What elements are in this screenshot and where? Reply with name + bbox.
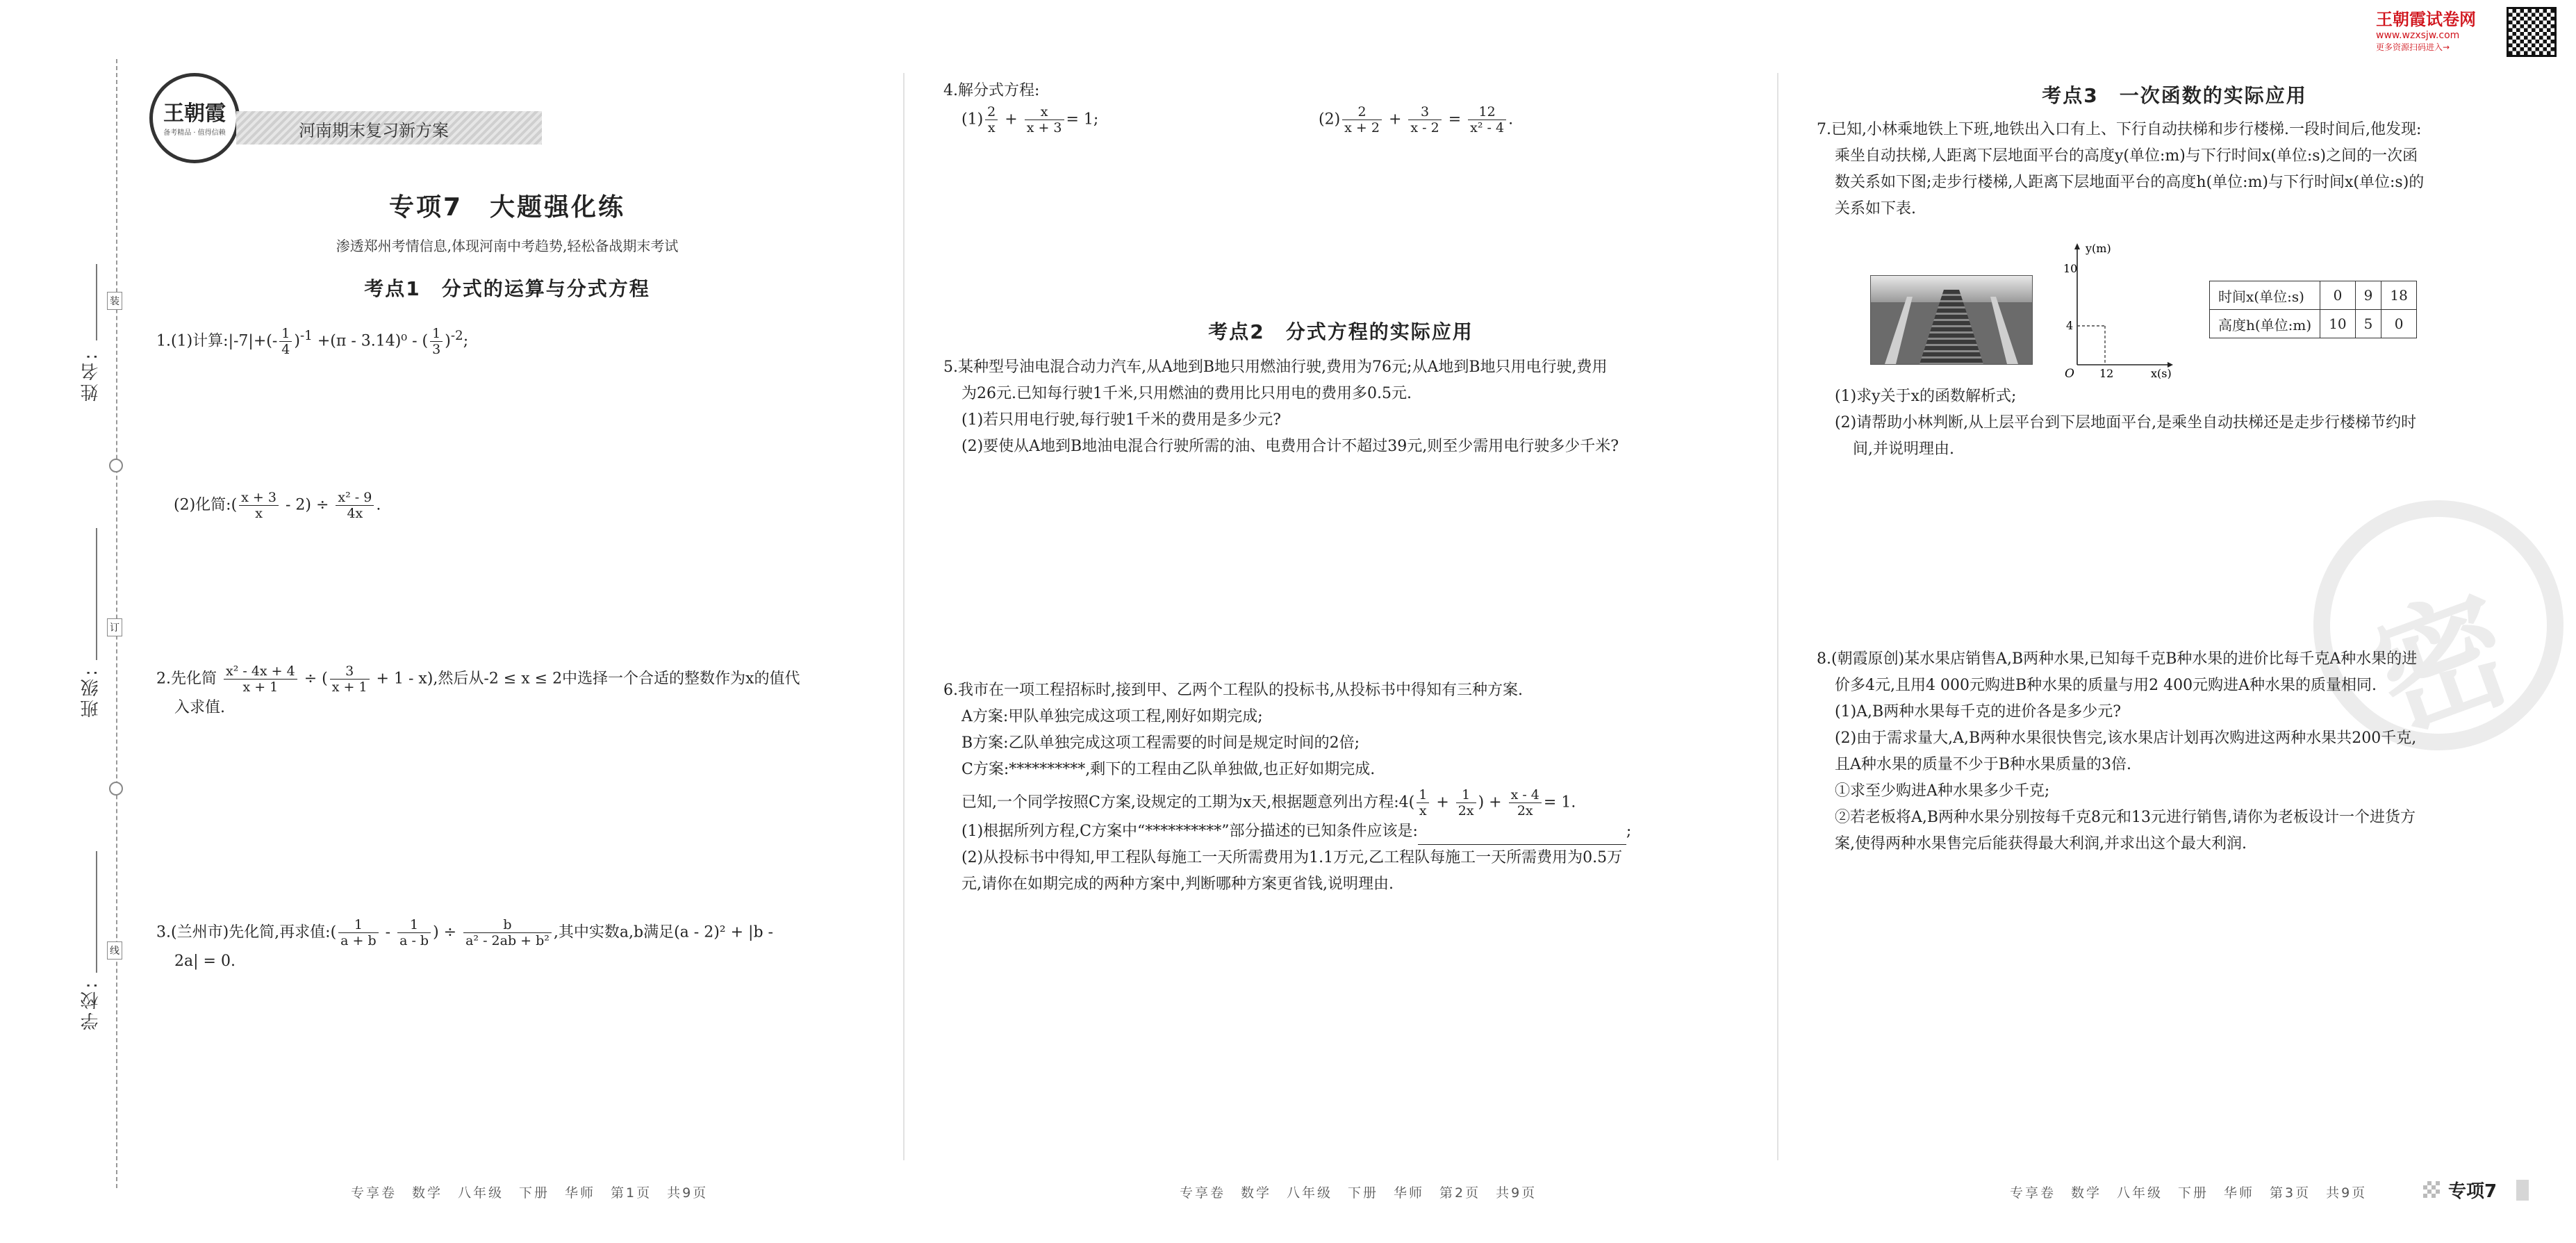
binding-mark-1: 装	[107, 292, 122, 310]
q6-p2a: (2)从投标书中得知,甲工程队每施工一天所需费用为1.1万元,乙工程队每施工一天所需费用为0.5万	[961, 849, 1623, 866]
y-tick-label-10: 10	[2063, 262, 2078, 275]
footer-page-1: 专享卷 数学 八年级 下册 华师 第1页 共9页	[351, 1185, 709, 1201]
binding-hole-2	[109, 782, 123, 796]
q7-p2a: (2)请帮助小林判断,从上层平台到下层地面平台,是乘坐自动扶梯还是走步行楼梯节约时	[1835, 414, 2417, 431]
question-4: 4.解分式方程: (1) $\frac{2}{x}$ + $\frac{x}{x + 3}$ = 1; (2) $\frac{2}{x + 2}$ + $\frac{3}{x - 2}$ = $\frac{12}{\text{x² - 4}}$ .	[943, 78, 1742, 135]
y-axis-label: y(m)	[2086, 242, 2111, 255]
function-graph	[2049, 240, 2174, 379]
class-label: 班级:	[81, 667, 101, 718]
corner-pattern-icon	[2423, 1181, 2440, 1198]
q6-line: 6.我市在一项工程招标时,接到甲、乙两个工程队的投标书,从投标书中得知有三种方案.	[943, 682, 1523, 699]
brand-logo	[149, 73, 240, 163]
q6-line: B方案:乙队单独完成这项工程需要的时间是规定时间的2倍;	[961, 734, 1360, 752]
q1b-pre: (2)化简:	[174, 496, 231, 514]
fraction: $\frac{3}{x + 1}$	[330, 664, 370, 695]
fraction: $\frac{1}{x}$	[1417, 787, 1429, 818]
question-3: 3.(兰州市)先化简,再求值:( $\frac{1}{a + b}$ - $\frac{1}{a - b}$ ) ÷ $\frac{b}{\text{a² - 2ab + b²}}$ ,其中实数a,b满足(a - 2)² + |b - 2a| = 0.	[156, 917, 879, 975]
question-7	[1817, 117, 2539, 222]
school-label: 学校:	[81, 980, 101, 1030]
binding-hole-1	[109, 459, 123, 472]
question-8	[1817, 646, 2539, 857]
fraction: $\frac{1}{2x}$	[1456, 787, 1476, 818]
fraction: $\frac{x - 4}{2x}$	[1509, 787, 1542, 818]
q7-line: 7.已知,小林乘地铁上下班,地铁出入口有上、下行自动扶梯和步行楼梯.一段时间后,他发现:	[1817, 121, 2422, 138]
q2-mid: ÷	[304, 670, 317, 688]
fraction: $\frac{b}{\text{a² - 2ab + b²}}$	[463, 917, 552, 948]
corner-bar	[2516, 1180, 2529, 1201]
q2-post: 1 - x),然后从-2 ≤ x ≤ 2中选择一个合适的整数作为x的值代	[393, 670, 800, 688]
q3-post: ,其中实数a,b满足(a - 2)² + |b -	[553, 923, 773, 941]
fraction: $\frac{1}{a - b}$	[397, 917, 431, 948]
q4b-end: .	[1508, 110, 1514, 129]
q6-line: C方案:**********,剩下的工程由乙队单独做,也正好如期完成.	[961, 761, 1376, 778]
program-name: 河南期末复习新方案	[299, 121, 449, 140]
q7-line: 关系如下表.	[1835, 200, 1916, 217]
school-write-line	[96, 851, 97, 973]
table-cell: 10	[2320, 310, 2355, 338]
name-label: 姓名:	[81, 351, 101, 402]
q8-line: ②若老板将A,B两种水果分别按每千克8元和13元进行销售,请你为老板设计一个进货方	[1835, 809, 2416, 826]
fraction: $\frac{12}{\text{x² - 4}}$	[1468, 104, 1506, 135]
table-row	[2210, 310, 2417, 338]
section-1-title: 考点1 分式的运算与分式方程	[364, 277, 650, 300]
q8-line: ①求至少购进A种水果多少千克;	[1835, 782, 2050, 800]
q8-line: 8.(朝霞原创)某水果店销售A,B两种水果,已知每千克B种水果的进价比每千克A种水果的进	[1817, 650, 2418, 668]
binding-mark-2: 订	[107, 618, 122, 636]
question-7-parts	[1835, 384, 2543, 463]
q4a-pre: (1)	[961, 110, 984, 129]
x-tick-label-12: 12	[2099, 367, 2114, 379]
q3-line2: 2a| = 0.	[174, 953, 236, 970]
fraction: $\frac{3}{x - 2}$	[1408, 104, 1441, 135]
answer-blank[interactable]	[1418, 828, 1626, 845]
name-write-line	[96, 264, 97, 340]
q1b-mid: ÷	[315, 496, 329, 514]
site-banner	[2376, 6, 2476, 53]
site-url: www.wzxsjw.com	[2376, 30, 2460, 41]
q1a-mid: +(π - 3.14)⁰ -	[317, 332, 418, 350]
footer-page-3: 专享卷 数学 八年级 下册 华师 第3页 共9页	[2010, 1185, 2368, 1201]
q2-line2: 入求值.	[174, 699, 225, 716]
table-cell: 高度h(单位:m)	[2210, 310, 2320, 338]
q8-line: 案,使得两种水果售完后能获得最大利润,并求出这个最大利润.	[1835, 835, 2247, 853]
q3-mid: ÷	[443, 923, 457, 941]
fraction: $\frac{x}{x + 3}$	[1025, 104, 1064, 135]
page-title: 专项7 大题强化练	[388, 193, 626, 222]
q7-line: 乘坐自动扶梯,人距离下层地面平台的高度y(单位:m)与下行时间x(单位:s)之间的一次函	[1835, 147, 2418, 165]
q2-pre: 2.先化简	[156, 670, 217, 688]
escalator-photo	[1870, 275, 2033, 365]
table-cell: 18	[2381, 281, 2416, 310]
question-1a: 1.(1)计算:|-7|+(- $\frac{1}{4}$ )$^{-1}$ +(π - 3.14)⁰ - ( $\frac{1}{3}$ )$^{-2}$;	[156, 325, 469, 357]
q5-line: 为26元.已知每行驶1千米,只用燃油的费用比只用电的费用多0.5元.	[961, 385, 1412, 402]
q5-line: (2)要使从A地到B地油电混合行驶所需的油、电费用合计不超过39元,则至少需用电行驶多少千米?	[961, 438, 1619, 455]
question-5	[943, 354, 1749, 460]
q7-p2b: 间,并说明理由.	[1853, 441, 1954, 458]
y-axis-arrow	[2074, 243, 2080, 249]
q1a-end: ;	[463, 332, 469, 350]
table-cell: 9	[2355, 281, 2381, 310]
fraction: $\frac{\text{x² - 9}}{4x}$	[336, 490, 374, 521]
q8-line: 且A种水果的质量不少于B种水果质量的3倍.	[1835, 756, 2132, 773]
q1b-end: .	[376, 496, 381, 514]
q5-line: (1)若只用电行驶,每行驶1千米的费用是多少元?	[961, 411, 1281, 429]
brand-name: 王朝霞	[163, 101, 226, 126]
section-3-title: 考点3 一次函数的实际应用	[2042, 84, 2307, 107]
q7-line: 数关系如下图;走步行楼梯,人距离下层地面平台的高度h(单位:m)与下行时间x(单位:s)的	[1835, 174, 2425, 191]
q4b-pre: (2)	[1319, 110, 1341, 129]
fraction: $\frac{1}{4}$	[279, 326, 292, 357]
fraction: $\frac{\text{x² - 4x + 4}}{x + 1}$	[224, 664, 297, 695]
q6-p1-end: ;	[1626, 823, 1632, 840]
table-cell: 0	[2381, 310, 2416, 338]
fraction: $\frac{2}{x + 2}$	[1342, 104, 1382, 135]
brand-sub: 备考精品 · 值得信赖	[163, 129, 226, 137]
fraction: $\frac{2}{x}$	[985, 104, 998, 135]
y-tick-label-4: 4	[2066, 319, 2074, 332]
fraction: $\frac{x + 3}{x}$	[239, 490, 279, 521]
q4-stem: 4.解分式方程:	[943, 82, 1040, 99]
question-2: 2.先化简 $\frac{\text{x² - 4x + 4}}{x + 1}$ ÷ ( $\frac{3}{x + 1}$ + 1 - x),然后从-2 ≤ x ≤ 2中选择一个合适的整数作为x的值代 入求值.	[156, 664, 879, 721]
q8-line: (1)A,B两种水果每千克的进价各是多少元?	[1835, 703, 2122, 721]
page-subtitle: 渗透郑州考情信息,体现河南中考趋势,轻松备战期末考试	[336, 238, 679, 254]
column-divider-2	[1777, 73, 1778, 1160]
qr-code-icon[interactable]	[2507, 7, 2557, 57]
fraction: $\frac{1}{3}$	[430, 326, 443, 357]
q6-eq-end: = 1.	[1543, 793, 1576, 812]
q6-line: A方案:甲队单独完成这项工程,刚好如期完成;	[961, 708, 1263, 725]
q7-p1: (1)求y关于x的函数解析式;	[1835, 388, 2017, 405]
q1a-pre: 1.(1)计算:|-7|+	[156, 332, 267, 350]
q3-pre: 3.(兰州市)先化简,再求值:	[156, 923, 331, 941]
column-divider-1	[903, 73, 905, 1160]
q6-eq-pre: 已知,一个同学按照C方案,设规定的工期为x天,根据题意列出方程:4	[961, 793, 1409, 812]
table-cell: 5	[2355, 310, 2381, 338]
table-row	[2210, 281, 2417, 310]
section-2-title: 考点2 分式方程的实际应用	[1208, 320, 1473, 343]
class-write-line	[96, 528, 97, 660]
x-axis-label: x(s)	[2151, 367, 2172, 379]
q6-p1: (1)根据所列方程,C方案中“**********”部分描述的已知条件应该是:	[961, 823, 1418, 840]
q5-line: 5.某种型号油电混合动力汽车,从A地到B地只用燃油行驶,费用为76元;从A地到B地只用电行驶,费用	[943, 359, 1608, 376]
corner-tag: 专项7	[2448, 1181, 2497, 1202]
question-1b: (2)化简:( $\frac{x + 3}{x}$ - 2) ÷ $\frac{\text{x² - 9}}{4x}$ .	[174, 490, 381, 521]
q8-line: (2)由于需求量大,A,B两种水果很快售完,该水果店计划再次购进这两种水果共200千克,	[1835, 730, 2417, 747]
site-tip: 更多资源扫码进入→	[2376, 42, 2450, 52]
q8-line: 价多4元,且用4 000元购进B种水果的质量与用2 400元购进A种水果的质量相同.	[1835, 677, 2377, 694]
watermark-char: 密	[2353, 568, 2531, 759]
table-cell: 0	[2320, 281, 2355, 310]
binding-mark-3: 线	[107, 941, 122, 960]
footer-page-2: 专享卷 数学 八年级 下册 华师 第2页 共9页	[1180, 1185, 1537, 1201]
height-time-table	[2209, 281, 2417, 338]
table-cell: 时间x(单位:s)	[2210, 281, 2320, 310]
question-6: 6.我市在一项工程招标时,接到甲、乙两个工程队的投标书,从投标书中得知有三种方案. A方案:甲队单独完成这项工程,刚好如期完成; B方案:乙队单独完成这项工程需要的时间是规定时间的2倍; C方案:**********,剩下的工程由乙队单独做,也正好如期完成. 已知,一个同学按照C方案,设规定的工期为x天,根据题意列出方程:4( $\frac{1}{x}$ + $\frac{1}{2x}$ ) + $\frac{x - 4}{2x}$ = 1. (1)根据所列方程,C方案中“**********”部分描述的已知条件应该是: ; (2)从投标书中得知,甲工程队每施工一天所需费用为1.1万元,乙工程队每施工一天所需费用为0.5万 元,请你在如期完成的两种方案中,判断哪种方案更省钱,说明理由.	[943, 677, 1749, 898]
site-name: 王朝霞试卷网	[2376, 10, 2476, 29]
fraction: $\frac{1}{a + b}$	[338, 917, 379, 948]
header-banner	[236, 111, 542, 145]
q6-p2b: 元,请你在如期完成的两种方案中,判断哪种方案更省钱,说明理由.	[961, 875, 1394, 893]
q4a-end: = 1;	[1066, 110, 1099, 129]
origin-label: O	[2065, 367, 2074, 379]
